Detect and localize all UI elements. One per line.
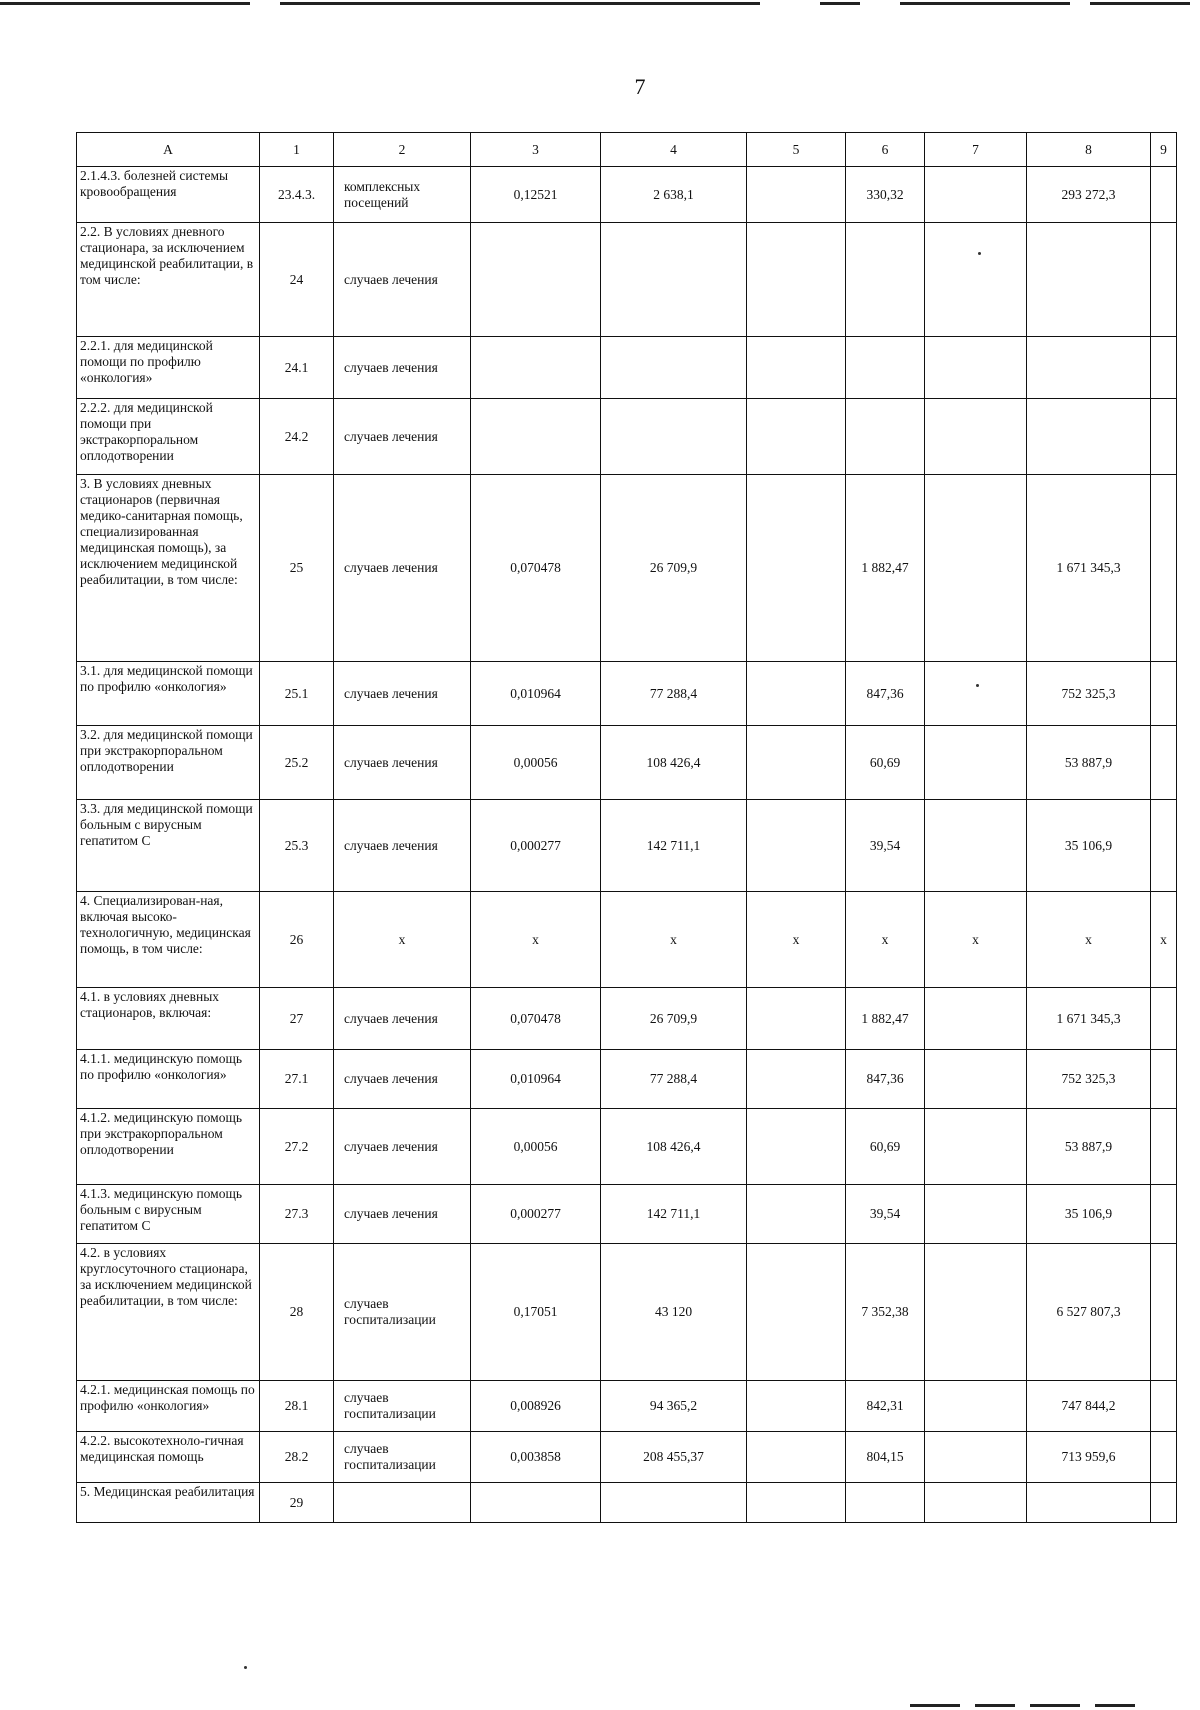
unit-cell: комплексных посещений — [334, 167, 471, 223]
value-cell-4 — [601, 1483, 747, 1523]
value-cell-8: 35 106,9 — [1027, 800, 1151, 892]
value-cell-4: 2 638,1 — [601, 167, 747, 223]
value-cell-6: 847,36 — [846, 662, 925, 726]
value-cell-8: 1 671 345,3 — [1027, 988, 1151, 1050]
row-name-cell: 4.1.3. медицинскую помощь больным с вирусным гепатитом С — [77, 1185, 260, 1244]
header-cell: 7 — [925, 133, 1027, 167]
value-cell-8: 752 325,3 — [1027, 662, 1151, 726]
value-cell-3 — [471, 337, 601, 399]
unit-cell: случаев госпитализации — [334, 1432, 471, 1483]
value-cell-9: x — [1151, 892, 1177, 988]
value-cell-5 — [747, 1483, 846, 1523]
row-code-cell: 26 — [260, 892, 334, 988]
table-row — [77, 892, 1177, 988]
value-cell-9 — [1151, 1483, 1177, 1523]
scan-artifact-bottom — [910, 1704, 960, 1707]
value-cell-9 — [1151, 662, 1177, 726]
unit-cell: случаев лечения — [334, 1109, 471, 1185]
value-cell-4: 108 426,4 — [601, 1109, 747, 1185]
table-row — [77, 1483, 1177, 1523]
value-cell-6: 60,69 — [846, 726, 925, 800]
value-cell-9 — [1151, 475, 1177, 662]
unit-cell: случаев лечения — [334, 1050, 471, 1109]
value-cell-8: 53 887,9 — [1027, 726, 1151, 800]
value-cell-9 — [1151, 1432, 1177, 1483]
value-cell-9 — [1151, 1381, 1177, 1432]
row-code-cell: 27.3 — [260, 1185, 334, 1244]
value-cell-6: 1 882,47 — [846, 988, 925, 1050]
row-name-cell: 2.2.2. для медицинской помощи при экстракорпоральном оплодотворении — [77, 399, 260, 475]
unit-cell: случаев лечения — [334, 399, 471, 475]
unit-cell: случаев госпитализации — [334, 1244, 471, 1381]
value-cell-9 — [1151, 1050, 1177, 1109]
row-code-cell: 24 — [260, 223, 334, 337]
value-cell-6: 847,36 — [846, 1050, 925, 1109]
row-code-cell: 25.3 — [260, 800, 334, 892]
value-cell-7 — [925, 1483, 1027, 1523]
value-cell-4: 26 709,9 — [601, 475, 747, 662]
row-name-cell: 2.1.4.3. болезней системы кровообращения — [77, 167, 260, 223]
row-name-cell: 3.1. для медицинской помощи по профилю «онкология» — [77, 662, 260, 726]
table-row — [77, 800, 1177, 892]
value-cell-7 — [925, 1244, 1027, 1381]
table-row — [77, 1109, 1177, 1185]
value-cell-7 — [925, 800, 1027, 892]
value-cell-9 — [1151, 988, 1177, 1050]
value-cell-8 — [1027, 1483, 1151, 1523]
value-cell-5 — [747, 167, 846, 223]
header-cell: 4 — [601, 133, 747, 167]
value-cell-5 — [747, 1109, 846, 1185]
row-code-cell: 27.1 — [260, 1050, 334, 1109]
table-row — [77, 662, 1177, 726]
row-code-cell: 24.1 — [260, 337, 334, 399]
value-cell-3: 0,12521 — [471, 167, 601, 223]
value-cell-3: 0,000277 — [471, 1185, 601, 1244]
scan-speck — [976, 684, 979, 687]
value-cell-7 — [925, 726, 1027, 800]
value-cell-3: 0,17051 — [471, 1244, 601, 1381]
row-code-cell: 28 — [260, 1244, 334, 1381]
value-cell-7 — [925, 1185, 1027, 1244]
value-cell-8: 747 844,2 — [1027, 1381, 1151, 1432]
scan-artifact-bottom — [975, 1704, 1015, 1707]
value-cell-3: 0,00056 — [471, 726, 601, 800]
value-cell-8 — [1027, 337, 1151, 399]
value-cell-5 — [747, 1432, 846, 1483]
row-code-cell: 29 — [260, 1483, 334, 1523]
value-cell-8: 53 887,9 — [1027, 1109, 1151, 1185]
value-cell-8: 713 959,6 — [1027, 1432, 1151, 1483]
row-name-cell: 4.1.2. медицинскую помощь при экстракорпоральном оплодотворении — [77, 1109, 260, 1185]
table-row — [77, 726, 1177, 800]
value-cell-5 — [747, 1244, 846, 1381]
table-row — [77, 1244, 1177, 1381]
row-name-cell: 3.3. для медицинской помощи больным с вирусным гепатитом С — [77, 800, 260, 892]
value-cell-7 — [925, 1109, 1027, 1185]
value-cell-6 — [846, 223, 925, 337]
value-cell-9 — [1151, 337, 1177, 399]
unit-cell: случаев лечения — [334, 662, 471, 726]
value-cell-3: x — [471, 892, 601, 988]
unit-cell: x — [334, 892, 471, 988]
header-cell: A — [77, 133, 260, 167]
unit-cell: случаев лечения — [334, 475, 471, 662]
value-cell-6 — [846, 337, 925, 399]
value-cell-7 — [925, 1381, 1027, 1432]
value-cell-6: 39,54 — [846, 1185, 925, 1244]
table-header-row — [77, 133, 1177, 167]
value-cell-5 — [747, 1381, 846, 1432]
row-name-cell: 4.2.1. медицинская помощь по профилю «онкология» — [77, 1381, 260, 1432]
value-cell-6 — [846, 399, 925, 475]
value-cell-5 — [747, 223, 846, 337]
value-cell-6: 7 352,38 — [846, 1244, 925, 1381]
value-cell-6: x — [846, 892, 925, 988]
value-cell-4: 142 711,1 — [601, 800, 747, 892]
value-cell-5 — [747, 337, 846, 399]
unit-cell: случаев лечения — [334, 1185, 471, 1244]
row-name-cell: 3. В условиях дневных стационаров (первичная медико-санитарная помощь, специализированная медицинская помощь), за исключением медицинской реабилитации, в том числе: — [77, 475, 260, 662]
row-name-cell: 4.1. в условиях дневных стационаров, включая: — [77, 988, 260, 1050]
unit-cell: случаев лечения — [334, 337, 471, 399]
header-cell: 1 — [260, 133, 334, 167]
table-row — [77, 167, 1177, 223]
value-cell-5 — [747, 475, 846, 662]
value-cell-8: x — [1027, 892, 1151, 988]
unit-cell: случаев лечения — [334, 726, 471, 800]
scan-speck — [244, 1666, 247, 1669]
value-cell-3: 0,070478 — [471, 988, 601, 1050]
unit-cell: случаев лечения — [334, 800, 471, 892]
value-cell-6: 1 882,47 — [846, 475, 925, 662]
value-cell-8: 6 527 807,3 — [1027, 1244, 1151, 1381]
scan-artifact-bottom — [1030, 1704, 1080, 1707]
table-row — [77, 1185, 1177, 1244]
scan-speck — [978, 252, 981, 255]
value-cell-9 — [1151, 726, 1177, 800]
row-code-cell: 25.1 — [260, 662, 334, 726]
value-cell-5: x — [747, 892, 846, 988]
value-cell-3: 0,000277 — [471, 800, 601, 892]
value-cell-3: 0,00056 — [471, 1109, 601, 1185]
row-name-cell: 2.2.1. для медицинской помощи по профилю «онкология» — [77, 337, 260, 399]
value-cell-7 — [925, 1050, 1027, 1109]
value-cell-9 — [1151, 223, 1177, 337]
value-cell-8 — [1027, 399, 1151, 475]
value-cell-3: 0,070478 — [471, 475, 601, 662]
value-cell-8: 752 325,3 — [1027, 1050, 1151, 1109]
row-name-cell: 4.1.1. медицинскую помощь по профилю «онкология» — [77, 1050, 260, 1109]
value-cell-5 — [747, 399, 846, 475]
scan-artifact-top — [0, 2, 1200, 6]
value-cell-6: 330,32 — [846, 167, 925, 223]
value-cell-7 — [925, 337, 1027, 399]
value-cell-6: 39,54 — [846, 800, 925, 892]
header-cell: 8 — [1027, 133, 1151, 167]
row-code-cell: 27 — [260, 988, 334, 1050]
row-code-cell: 25.2 — [260, 726, 334, 800]
header-cell: 3 — [471, 133, 601, 167]
table-row — [77, 988, 1177, 1050]
header-cell: 5 — [747, 133, 846, 167]
unit-cell — [334, 1483, 471, 1523]
value-cell-9 — [1151, 1244, 1177, 1381]
value-cell-6: 804,15 — [846, 1432, 925, 1483]
value-cell-4: 208 455,37 — [601, 1432, 747, 1483]
table-row — [77, 223, 1177, 337]
value-cell-5 — [747, 1185, 846, 1244]
value-cell-5 — [747, 726, 846, 800]
value-cell-6: 842,31 — [846, 1381, 925, 1432]
value-cell-6 — [846, 1483, 925, 1523]
row-code-cell: 24.2 — [260, 399, 334, 475]
unit-cell: случаев лечения — [334, 223, 471, 337]
value-cell-7 — [925, 223, 1027, 337]
table-row — [77, 475, 1177, 662]
value-cell-9 — [1151, 167, 1177, 223]
value-cell-9 — [1151, 1185, 1177, 1244]
value-cell-4: 108 426,4 — [601, 726, 747, 800]
value-cell-4 — [601, 337, 747, 399]
value-cell-3 — [471, 399, 601, 475]
row-name-cell: 2.2. В условиях дневного стационара, за исключением медицинской реабилитации, в том числе: — [77, 223, 260, 337]
header-cell: 2 — [334, 133, 471, 167]
value-cell-3 — [471, 223, 601, 337]
value-cell-4 — [601, 399, 747, 475]
unit-cell: случаев лечения — [334, 988, 471, 1050]
value-cell-4: 142 711,1 — [601, 1185, 747, 1244]
table-row — [77, 1432, 1177, 1483]
value-cell-7 — [925, 167, 1027, 223]
scan-artifact-bottom — [1095, 1704, 1135, 1707]
value-cell-7 — [925, 1432, 1027, 1483]
value-cell-5 — [747, 988, 846, 1050]
row-code-cell: 28.1 — [260, 1381, 334, 1432]
value-cell-9 — [1151, 800, 1177, 892]
value-cell-8: 35 106,9 — [1027, 1185, 1151, 1244]
row-name-cell: 3.2. для медицинской помощи при экстракорпоральном оплодотворении — [77, 726, 260, 800]
row-name-cell: 4.2. в условиях круглосуточного стационара, за исключением медицинской реабилитации, в том числе: — [77, 1244, 260, 1381]
value-cell-7 — [925, 475, 1027, 662]
header-cell: 6 — [846, 133, 925, 167]
row-name-cell: 5. Медицинская реабилитация — [77, 1483, 260, 1523]
value-cell-9 — [1151, 399, 1177, 475]
value-cell-8: 293 272,3 — [1027, 167, 1151, 223]
value-cell-4: x — [601, 892, 747, 988]
value-cell-3 — [471, 1483, 601, 1523]
value-cell-6: 60,69 — [846, 1109, 925, 1185]
value-cell-3: 0,010964 — [471, 662, 601, 726]
value-cell-7: x — [925, 892, 1027, 988]
value-cell-5 — [747, 662, 846, 726]
row-code-cell: 28.2 — [260, 1432, 334, 1483]
value-cell-8 — [1027, 223, 1151, 337]
page-number: 7 — [634, 74, 646, 99]
row-code-cell: 23.4.3. — [260, 167, 334, 223]
value-cell-4: 43 120 — [601, 1244, 747, 1381]
table-row — [77, 337, 1177, 399]
value-cell-4: 77 288,4 — [601, 1050, 747, 1109]
value-cell-7 — [925, 399, 1027, 475]
data-table — [76, 132, 1177, 1523]
value-cell-8: 1 671 345,3 — [1027, 475, 1151, 662]
table-row — [77, 1050, 1177, 1109]
value-cell-7 — [925, 988, 1027, 1050]
row-name-cell: 4. Специализирован-ная, включая высоко-технологичную, медицинская помощь, в том числе: — [77, 892, 260, 988]
table-row — [77, 399, 1177, 475]
value-cell-3: 0,008926 — [471, 1381, 601, 1432]
value-cell-4: 94 365,2 — [601, 1381, 747, 1432]
table-row — [77, 1381, 1177, 1432]
value-cell-3: 0,003858 — [471, 1432, 601, 1483]
value-cell-4: 77 288,4 — [601, 662, 747, 726]
header-cell: 9 — [1151, 133, 1177, 167]
value-cell-5 — [747, 800, 846, 892]
row-code-cell: 27.2 — [260, 1109, 334, 1185]
row-name-cell: 4.2.2. высокотехноло-гичная медицинская помощь — [77, 1432, 260, 1483]
value-cell-4 — [601, 223, 747, 337]
value-cell-3: 0,010964 — [471, 1050, 601, 1109]
row-code-cell: 25 — [260, 475, 334, 662]
value-cell-4: 26 709,9 — [601, 988, 747, 1050]
value-cell-7 — [925, 662, 1027, 726]
value-cell-9 — [1151, 1109, 1177, 1185]
value-cell-5 — [747, 1050, 846, 1109]
unit-cell: случаев госпитализации — [334, 1381, 471, 1432]
